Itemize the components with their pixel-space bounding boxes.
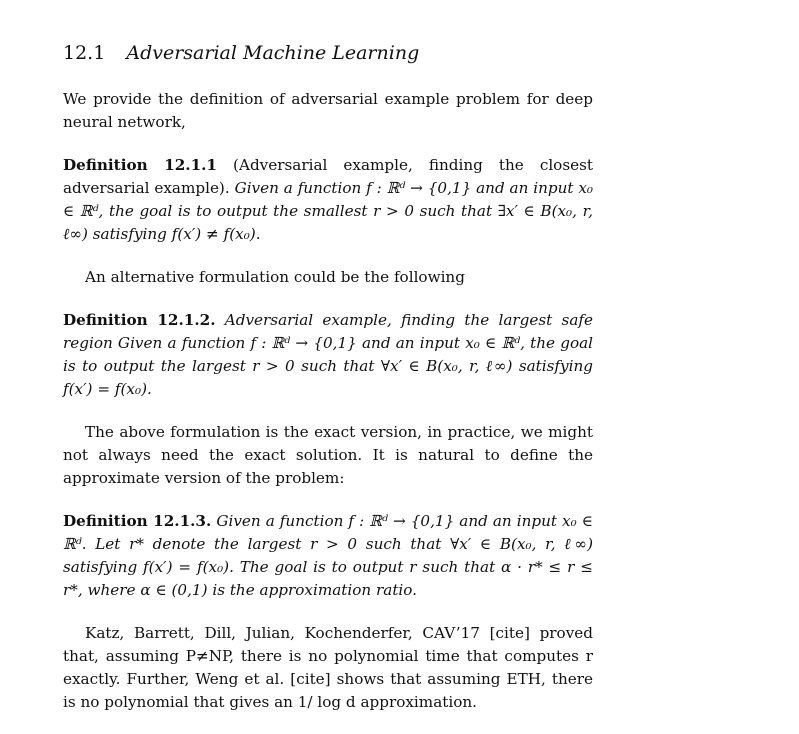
section-title: Adversarial Machine Learning xyxy=(126,42,420,64)
definition-2 xyxy=(63,309,593,401)
page-content xyxy=(63,40,593,734)
section-heading xyxy=(63,40,593,66)
intro-paragraph: We provide the definition of adversarial example problem for deep neural network, xyxy=(63,90,593,131)
definition-3-label: Definition 12.1.3. xyxy=(63,512,212,530)
alternative-paragraph: An alternative formulation could be the following xyxy=(85,268,465,286)
definition-1 xyxy=(63,154,593,246)
definition-2-body: Adversarial example, finding the largest safe region Given a function f : ℝᵈ → {0,1} and an input x₀ ∈ ℝᵈ, the goal is to output the largest r > 0 such that ∀x′ ∈ B(x₀, r, ℓ∞) satisfying f(x′) = f(x₀). xyxy=(63,311,593,398)
definition-2-label: Definition 12.1.2. xyxy=(63,311,216,329)
definition-3-body: Given a function f : ℝᵈ → {0,1} and an input x₀ ∈ ℝᵈ. Let r* denote the largest r > 0 such that ∀x′ ∈ B(x₀, r, ℓ∞) satisfying f(x′) = f(x₀). The goal is to output r such that α · r* ≤ r ≤ r*, where α ∈ (0,1) is the approximation ratio. xyxy=(63,512,593,599)
closing-paragraph: Katz, Barrett, Dill, Julian, Kochenderfer, CAV’17 [cite] proved that, assuming P≠NP, there is no polynomial time that computes r exactly. Further, Weng et al. [cite] shows that assuming ETH, there is no polynomial that gives an 1/ log d approximation. xyxy=(63,624,593,711)
definition-1-body: Given a function f : ℝᵈ → {0,1} and an input x₀ ∈ ℝᵈ, the goal is to output the smallest r > 0 such that ∃x′ ∈ B(x₀, r, ℓ∞) satisfying f(x′) ≠ f(x₀). xyxy=(63,179,594,243)
section-number: 12.1 xyxy=(63,42,106,64)
definition-3 xyxy=(63,510,593,602)
definition-1-note: (Adversarial example, finding the closest adversarial example). xyxy=(63,156,594,197)
exact-version-paragraph: The above formulation is the exact version, in practice, we might not always need the exact solution. It is natural to define the approximate version of the problem: xyxy=(63,423,593,487)
definition-1-label: Definition 12.1.1 xyxy=(63,156,217,174)
